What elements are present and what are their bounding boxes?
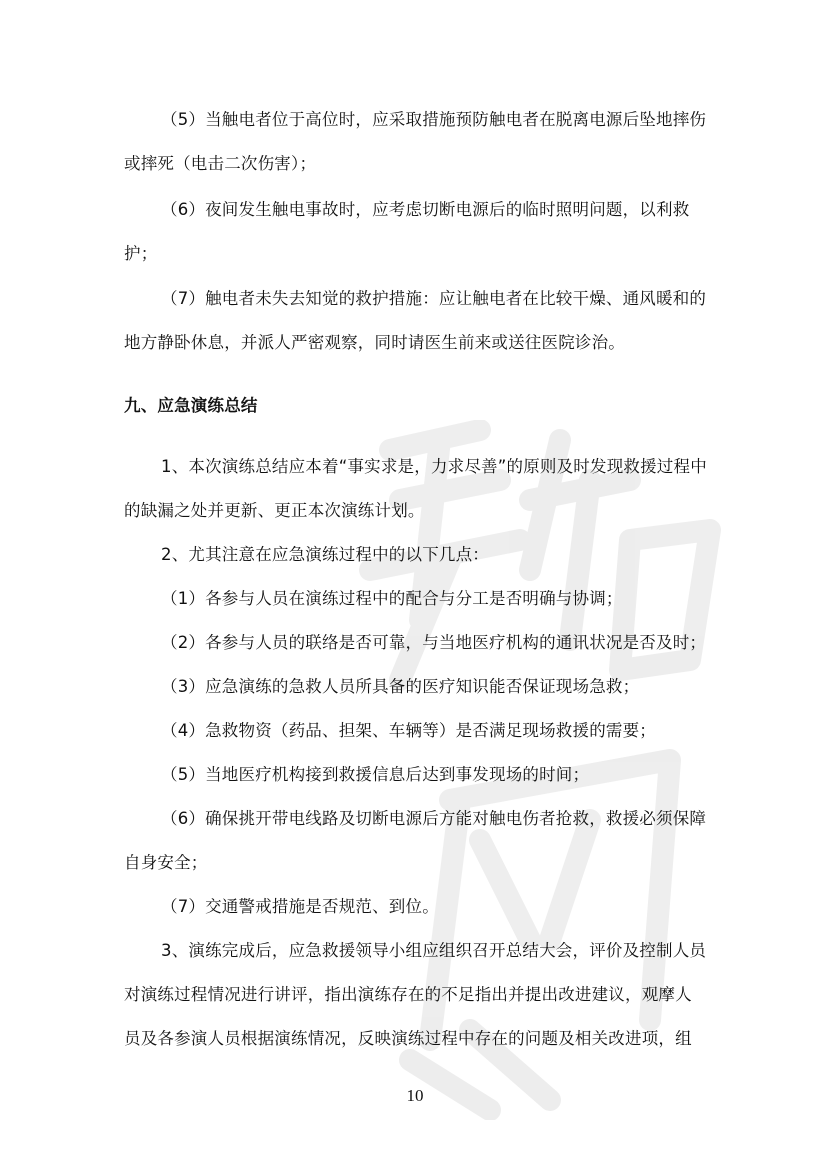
section-heading: 九、应急演练总结 <box>124 396 258 415</box>
list-item-continuation: 或摔死（电击二次伤害）； <box>124 154 317 173</box>
paragraph-continuation: 的缺漏之处并更新、更正本次演练计划。 <box>124 501 425 520</box>
list-item-continuation: 自身安全； <box>124 853 208 872</box>
list-item: （2）各参与人员的联络是否可靠，与当地医疗机构的通讯状况是否及时； <box>161 633 707 652</box>
list-item: （5）当地医疗机构接到救援信息后达到事发现场的时间； <box>161 765 590 784</box>
page-number: 10 <box>406 1086 424 1105</box>
paragraph-continuation: 员及各参演人员根据演练情况，反映演练过程中存在的问题及相关改进项，组 <box>124 1029 692 1048</box>
list-item: （6）确保挑开带电线路及切断电源后方能对触电伤者抢救，救援必须保障 <box>161 809 707 828</box>
paragraph: 3、演练完成后，应急救援领导小组应组织召开总结大会，评价及控制人员 <box>161 941 707 960</box>
paragraph: 2、尤其注意在应急演练过程中的以下几点： <box>161 545 489 564</box>
list-item: （3）应急演练的急救人员所具备的医疗知识能否保证现场急救； <box>161 677 640 696</box>
list-item: （6）夜间发生触电事故时，应考虑切断电源后的临时照明问题，以利救 <box>161 200 690 219</box>
paragraph-continuation: 对演练过程情况进行讲评，指出演练存在的不足指出并提出改进建议，观摩人 <box>124 985 692 1004</box>
list-item: （7）触电者未失去知觉的救护措施：应让触电者在比较干燥、通风暖和的 <box>161 289 707 308</box>
list-item: （5）当触电者位于高位时，应采取措施预防触电者在脱离电源后坠地摔伤 <box>161 110 707 129</box>
list-item-continuation: 地方静卧休息，并派人严密观察，同时请医生前来或送往医院诊治。 <box>124 333 625 352</box>
list-item-continuation: 护； <box>124 244 158 263</box>
paragraph: 1、本次演练总结应本着“事实求是，力求尽善”的原则及时发现救援过程中 <box>161 457 707 476</box>
list-item: （1）各参与人员在演练过程中的配合与分工是否明确与协调； <box>161 589 623 608</box>
list-item: （4）急救物资（药品、担架、车辆等）是否满足现场救援的需要； <box>161 721 656 740</box>
list-item: （7）交通警戒措施是否规范、到位。 <box>161 897 439 916</box>
